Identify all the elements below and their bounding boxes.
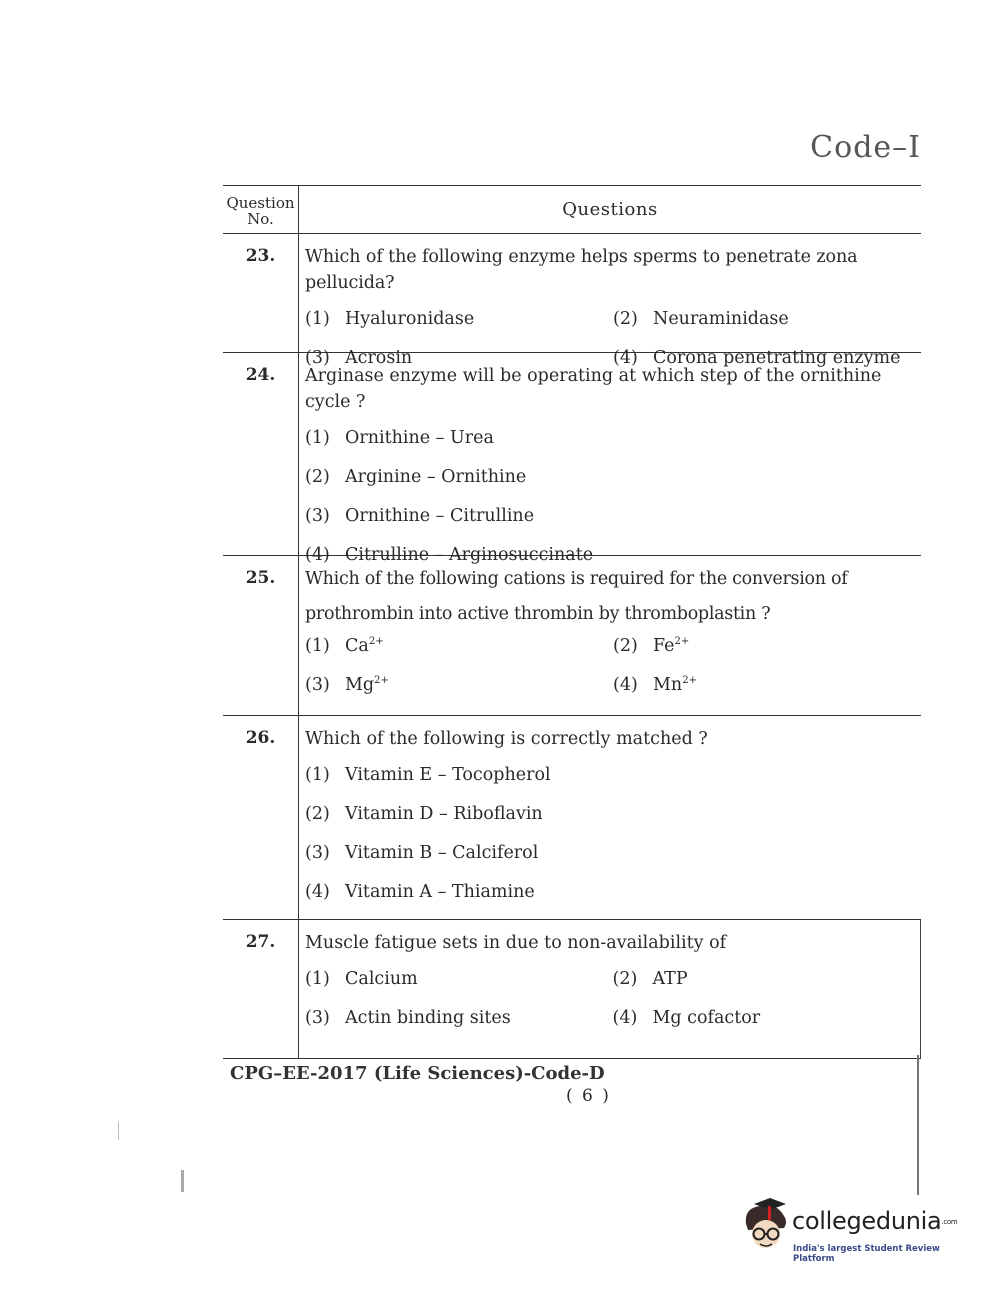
brand-name: collegedunia.com — [792, 1207, 958, 1235]
option: (3) Acrosin — [305, 348, 413, 368]
question-row — [223, 353, 921, 565]
option: (1) Hyaluronidase — [305, 309, 475, 329]
question-text: Muscle fatigue sets in due to non-availability of — [305, 933, 727, 953]
option: (2) Vitamin D – Riboflavin — [305, 804, 543, 824]
question-text: Which of the following cations is required for the conversion of prothrombin into active thrombin by thromboplastin ? — [305, 569, 848, 624]
question-text: Arginase enzyme will be operating at which step of the ornithine cycle ? — [305, 366, 882, 412]
option: (3) Ornithine – Citrulline — [305, 506, 535, 526]
question-row — [223, 920, 921, 1059]
questions-header: Questions — [562, 199, 658, 220]
option: (3) $Mg^{2+}$ — [305, 675, 389, 695]
question-row — [223, 556, 921, 716]
option: (1) Ornithine – Urea — [305, 428, 494, 448]
option: (4) $Mn^{2+}$ — [613, 675, 697, 695]
table-header — [223, 186, 921, 234]
option: (4) Citrulline – Arginosuccinate — [305, 545, 594, 565]
option: (2) $Fe^{2+}$ — [613, 636, 690, 656]
question-number: 24. — [223, 353, 299, 555]
question-number: 26. — [223, 716, 299, 919]
option: (4) Vitamin A – Thiamine — [305, 882, 535, 902]
option: (2) Arginine – Ornithine — [305, 467, 527, 487]
option: (2) Neuraminidase — [613, 309, 789, 329]
question-number: 23. — [223, 234, 299, 352]
page-number: ( 6 ) — [566, 1086, 611, 1106]
option: (2) ATP — [612, 969, 688, 989]
option: (1) Calcium — [305, 969, 418, 989]
question-row — [223, 234, 921, 368]
question-number: 25. — [223, 556, 299, 715]
option: (1) $Ca^{2+}$ — [305, 636, 384, 656]
paper-code-label: Code–I — [810, 130, 921, 165]
questions-table — [223, 185, 921, 1059]
exam-code-footer: CPG–EE-2017 (Life Sciences)-Code-D — [230, 1063, 605, 1084]
mascot-icon — [740, 1198, 792, 1260]
collegedunia-watermark — [740, 1198, 960, 1263]
scan-edge-line — [917, 1055, 919, 1195]
question-text: Which of the following enzyme helps sperms to penetrate zona pellucida? — [305, 247, 858, 293]
question-number: 27. — [223, 920, 299, 1058]
option: (3) Vitamin B – Calciferol — [305, 843, 539, 863]
brand-tagline: India's largest Student Review Platform — [793, 1244, 940, 1264]
question-text: Which of the following is correctly matched ? — [305, 729, 708, 749]
question-row — [223, 716, 921, 920]
option: (4) Corona penetrating enzyme — [613, 348, 901, 368]
option: (4) Mg cofactor — [612, 1008, 761, 1028]
question-no-header: Question No. — [223, 186, 299, 233]
scan-mark — [181, 1170, 184, 1192]
option: (1) Vitamin E – Tocopherol — [305, 765, 551, 785]
scan-mark — [118, 1122, 119, 1140]
option: (3) Actin binding sites — [305, 1008, 511, 1028]
